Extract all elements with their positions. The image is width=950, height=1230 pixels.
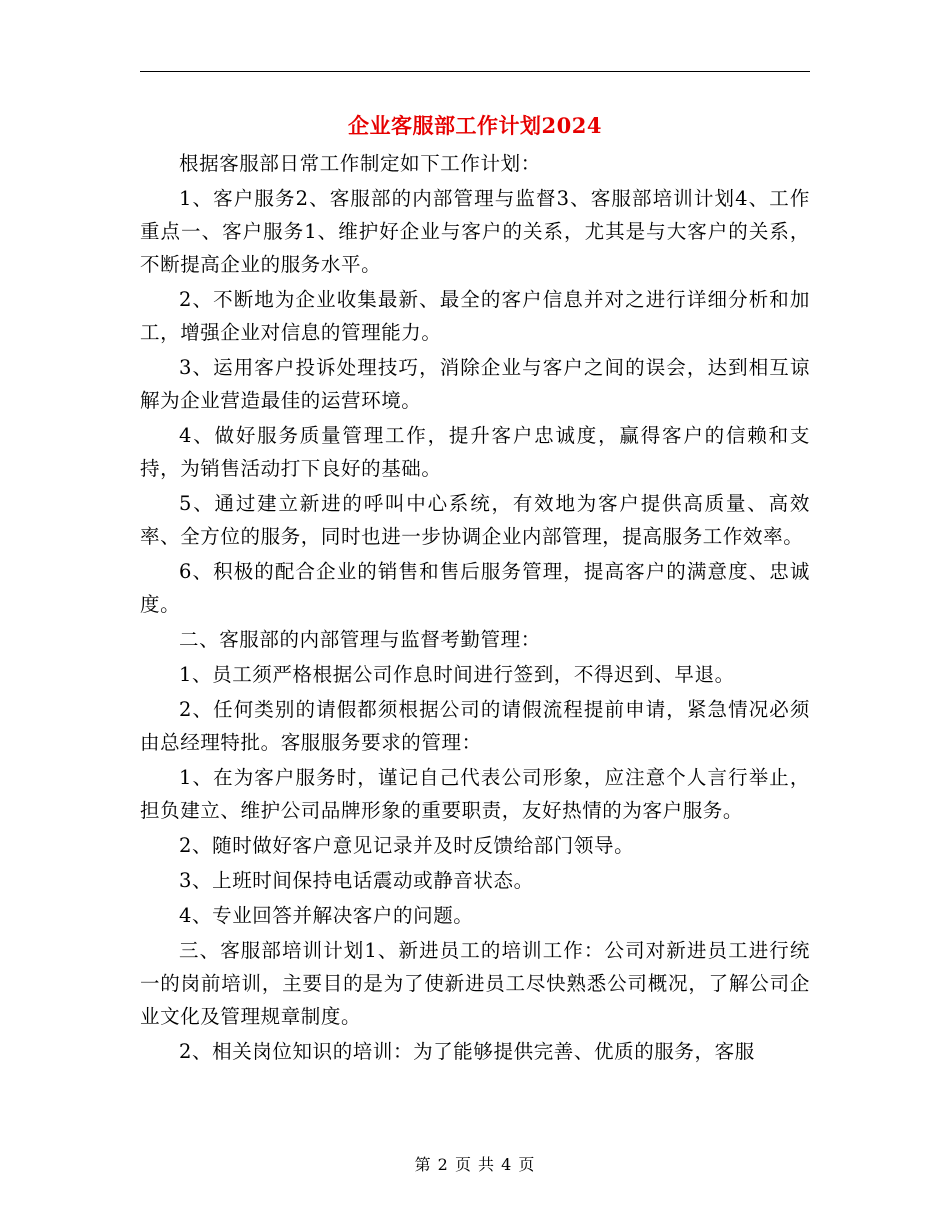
section-heading: 二、客服部的内部管理与监督考勤管理：: [179, 628, 541, 651]
paragraph: 3、运用客户投诉处理技巧，消除企业与客户之间的误会，达到相互谅解为企业营造最佳的运营环境。: [140, 356, 810, 412]
paragraph: 4、做好服务质量管理工作，提升客户忠诚度，赢得客户的信赖和支持，为销售活动打下良好的基础。: [140, 424, 810, 480]
paragraph: 3、上班时间保持电话震动或静音状态。: [179, 869, 534, 892]
paragraph: 2、任何类别的请假都须根据公司的请假流程提前申请，紧急情况必须由总经理特批。客服服务要求的管理：: [140, 698, 810, 754]
paragraph: 2、随时做好客户意见记录并及时反馈给部门领导。: [179, 834, 635, 857]
header-rule: [140, 71, 810, 72]
paragraph: 根据客服部日常工作制定如下工作计划：: [179, 152, 541, 175]
paragraph: 2、不断地为企业收集最新、最全的客户信息并对之进行详细分析和加工，增强企业对信息的管理能力。: [140, 288, 810, 344]
paragraph: 1、员工须严格根据公司作息时间进行签到，不得迟到、早退。: [179, 663, 735, 686]
paragraph: 4、专业回答并解决客户的问题。: [179, 904, 474, 927]
paragraph: 2、相关岗位知识的培训：为了能够提供完善、优质的服务，客服: [179, 1040, 755, 1063]
page-number-footer: 第 2 页 共 4 页: [414, 1155, 536, 1174]
section-heading: 三、客服部培训计划1、新进员工的培训工作：公司对新进员工进行统一的岗前培训，主要目的是为了使新进员工尽快熟悉公司概况，了解公司企业文化及管理规章制度。: [140, 939, 810, 1028]
paragraph: 1、在为客户服务时，谨记自己代表公司形象，应注意个人言行举止，担负建立、维护公司品牌形象的重要职责，友好热情的为客户服务。: [140, 766, 810, 822]
document-body: [140, 147, 810, 1070]
paragraph: 5、通过建立新进的呼叫中心系统，有效地为客户提供高质量、高效率、全方位的服务，同时也进一步协调企业内部管理，提高服务工作效率。: [140, 492, 810, 548]
paragraph: 1、客户服务2、客服部的内部管理与监督3、客服部培训计划4、工作重点一、客户服务1、维护好企业与客户的关系，尤其是与大客户的关系，不断提高企业的服务水平。: [140, 187, 810, 276]
document-title: 企业客服部工作计划2024: [348, 113, 602, 138]
paragraph: 6、积极的配合企业的销售和售后服务管理，提高客户的满意度、忠诚度。: [140, 560, 810, 616]
